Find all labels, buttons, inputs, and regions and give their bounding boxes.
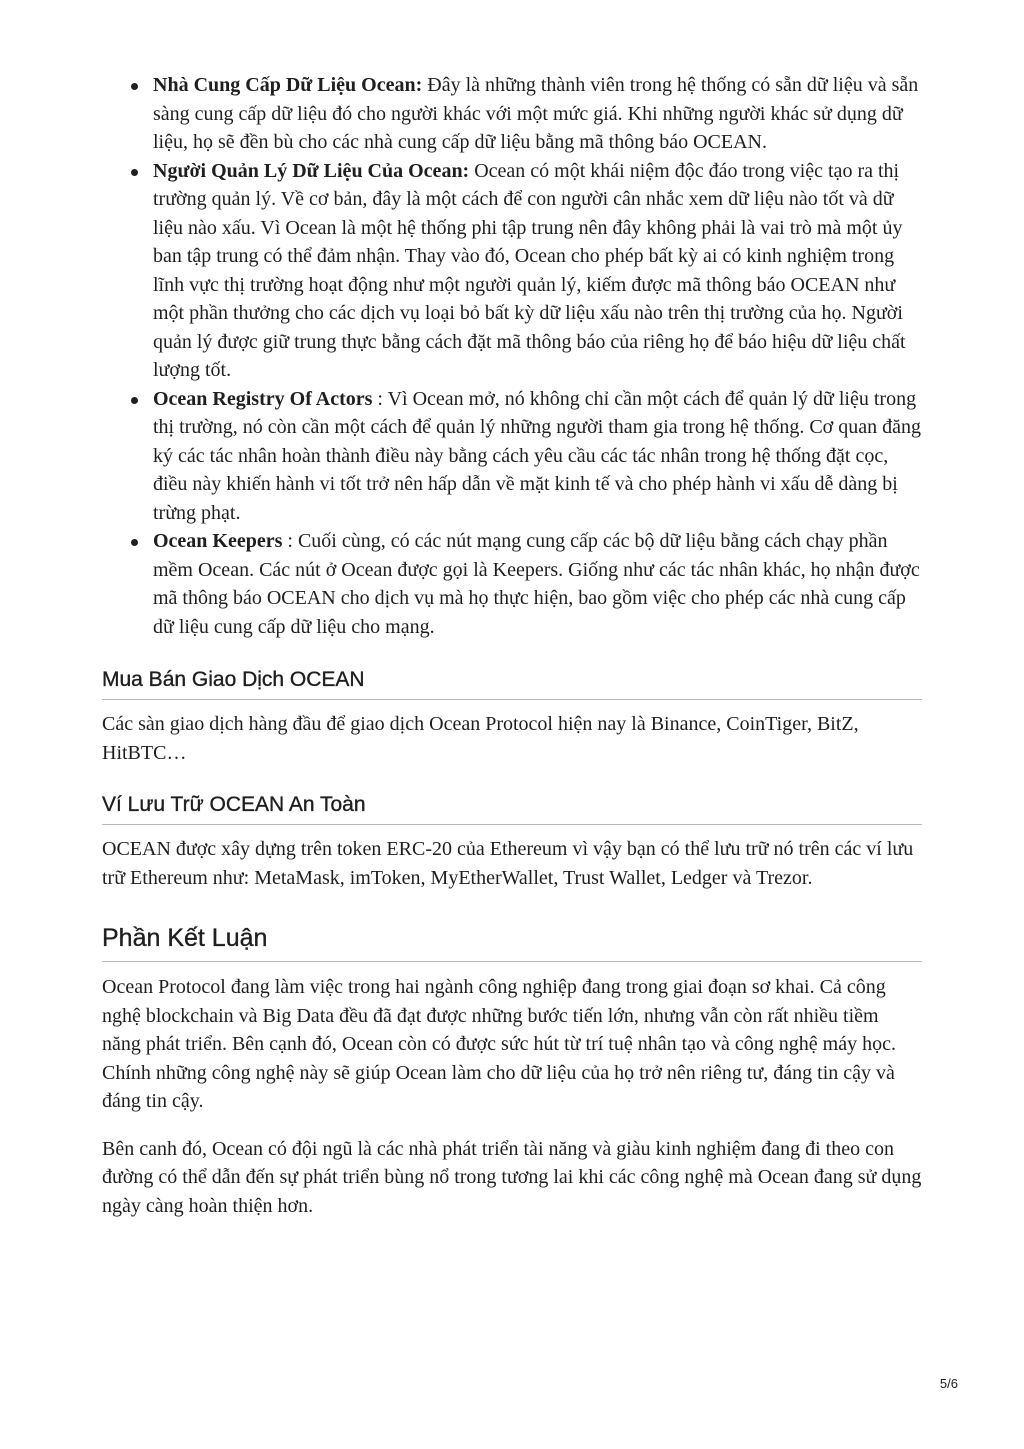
list-item (153, 157, 922, 385)
list-item-text: : Vì Ocean mở, nó không chỉ cần một cách để quản lý dữ liệu trong thị trường, nó còn cần một cách để quản lý những người tham gia trong hệ thống. Cơ quan đăng ký các tác nhân hoàn thành điều này bằng cách yêu cầu các tác nhân trong hệ thống đặt cọc, điều này khiến hành vi tốt trở nên hấp dẫn về mặt kinh tế và cho phép hành vi xấu dễ dàng bị trừng phạt. (153, 387, 921, 524)
wallet-heading: Ví Lưu Trữ OCEAN An Toàn (102, 793, 922, 825)
wallet-paragraph: OCEAN được xây dựng trên token ERC-20 của Ethereum vì vậy bạn có thể lưu trữ nó trên các ví lưu trữ Ethereum như: MetaMask, imToken, MyEtherWallet, Trust Wallet, Ledger và Trezor. (102, 838, 914, 889)
list-item-term: Ocean Registry Of Actors (153, 387, 373, 410)
list-item-term: Nhà Cung Cấp Dữ Liệu Ocean: (153, 74, 423, 96)
conclusion-paragraph-2: Bên canh đó, Ocean có đội ngũ là các nhà phát triển tài năng và giàu kinh nghiệm đang đi theo con đường có thể dẫn đến sự phát triển bùng nổ trong tương lai khi các công nghệ mà Ocean đang sử dụng ngày càng hoàn thiện hơn. (102, 1137, 922, 1217)
page-number: 5/6 (939, 1376, 958, 1391)
list-item-text: Ocean có một khái niệm độc đáo trong việc tạo ra thị trường quản lý. Về cơ bản, đây là một cách để con người cân nhắc xem dữ liệu nào tốt và dữ liệu nào xấu. Vì Ocean là một hệ thống phi tập trung nên đây không phải là vai trò mà một ủy ban tập trung có thể đảm nhận. Thay vào đó, Ocean cho phép bất kỳ ai có kinh nghiệm trong lĩnh vực thị trường hoạt động như một người quản lý, kiếm được mã thông báo OCEAN như một phần thưởng cho các dịch vụ loại bỏ bất kỳ dữ liệu xấu nào trên thị trường của họ. Người quản lý được giữ trung thực bằng cách đặt mã thông báo của riêng họ để báo hiệu dữ liệu chất lượng tốt. (153, 159, 906, 381)
document-content (102, 71, 922, 1220)
ocean-roles-list (102, 71, 922, 641)
trading-heading: Mua Bán Giao Dịch OCEAN (102, 668, 922, 700)
list-item (153, 385, 922, 528)
list-item-term: Ocean Keepers (153, 530, 283, 552)
trading-paragraph: Các sàn giao dịch hàng đầu để giao dịch Ocean Protocol hiện nay là Binance, CoinTiger, BitZ, HitBTC… (102, 713, 859, 764)
conclusion-heading: Phần Kết Luận (102, 924, 922, 962)
list-item (153, 527, 922, 641)
conclusion-paragraph-1: Ocean Protocol đang làm việc trong hai ngành công nghiệp đang trong giai đoạn sơ khai. Cả công nghệ blockchain và Big Data đều đã đạt được những bước tiến lớn, nhưng vẫn còn rất nhiều tiềm năng phát triển. Bên cạnh đó, Ocean còn có được sức hút từ trí tuệ nhân tạo và công nghệ máy học. Chính những công nghệ này sẽ giúp Ocean làm cho dữ liệu của họ trở nên riêng tư, đáng tin cậy và đáng tin cậy. (102, 976, 896, 1112)
list-item (153, 71, 922, 157)
list-item-term: Người Quản Lý Dữ Liệu Của Ocean: (153, 159, 470, 182)
list-item-text: : Cuối cùng, có các nút mạng cung cấp các bộ dữ liệu bằng cách chạy phần mềm Ocean. Các nút ở Ocean được gọi là Keepers. Giống như các tác nhân khác, họ nhận được mã thông báo OCEAN cho dịch vụ mà họ thực hiện, bao gồm việc cho phép các nhà cung cấp dữ liệu cung cấp dữ liệu cho mạng. (153, 530, 920, 638)
list-item-text: Đây là những thành viên trong hệ thống có sẵn dữ liệu và sẵn sàng cung cấp dữ liệu đó cho người khác với một mức giá. Khi những người khác sử dụng dữ liệu, họ sẽ đền bù cho các nhà cung cấp dữ liệu bằng mã thông báo OCEAN. (153, 74, 919, 153)
